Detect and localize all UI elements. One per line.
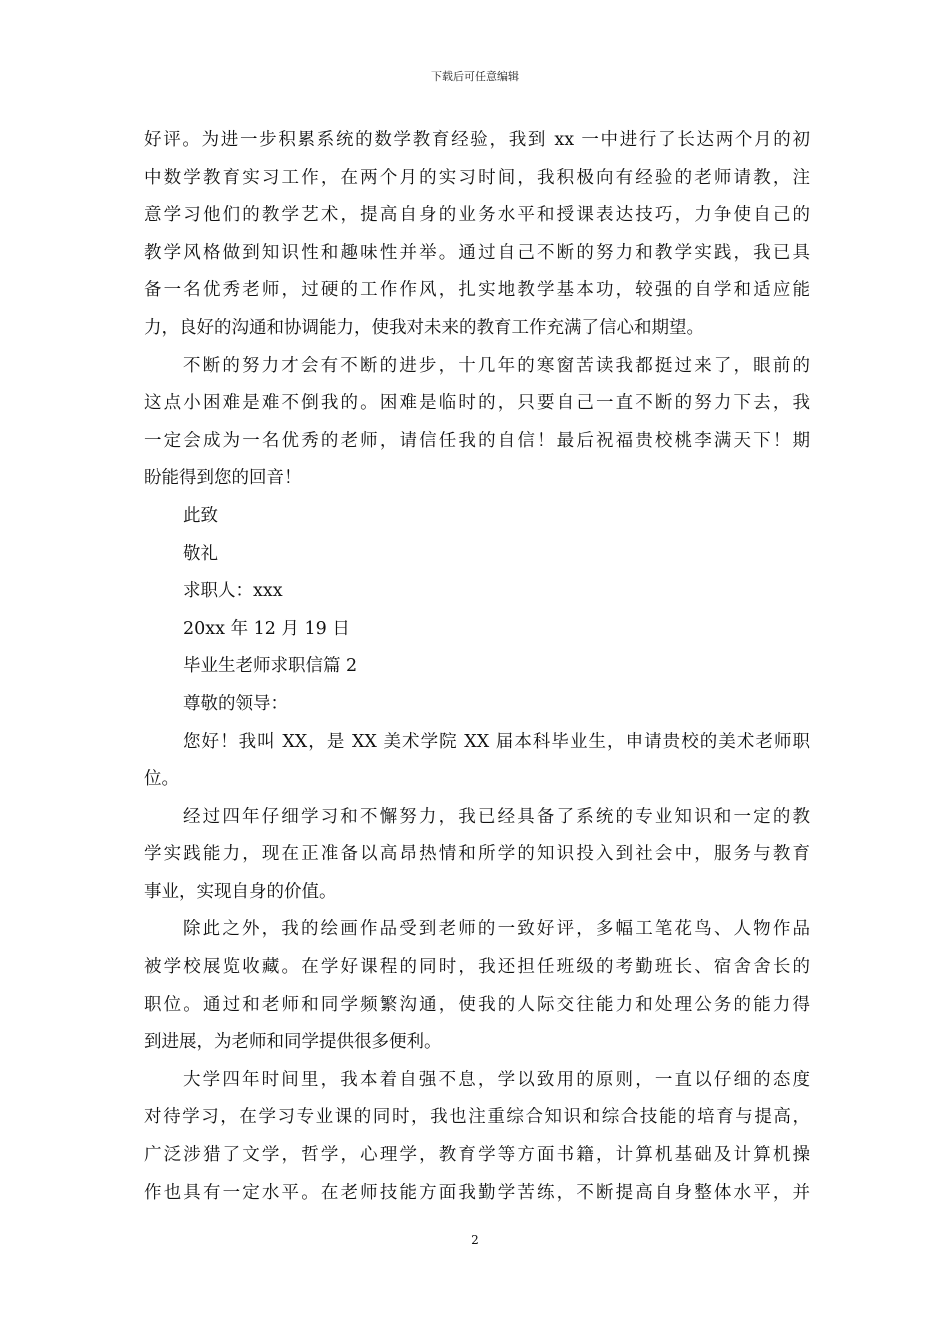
text-line: 除此之外，我的绘画作品受到老师的一致好评，多幅工笔花鸟、人物作品 bbox=[183, 919, 810, 940]
text-line: 学实践能力，现在正准备以高昂热情和所学的知识投入到社会中，服务与教育 bbox=[144, 844, 810, 865]
text-line: 被学校展览收藏。在学好课程的同时，我还担任班级的考勤班长、宿舍舍长的 bbox=[144, 957, 810, 978]
text-line: 毕业生老师求职信篇 2 bbox=[183, 656, 358, 677]
text-line: 求职人：xxx bbox=[183, 581, 283, 602]
text-line: 此致 bbox=[183, 505, 218, 526]
text-line: 好评。为进一步积累系统的数学教育经验，我到 xx 一中进行了长达两个月的初 bbox=[144, 130, 810, 150]
text-line: 这点小困难是难不倒我的。困难是临时的，只要自己一直不断的努力下去，我 bbox=[144, 393, 810, 414]
page-header: 下载后可任意编辑 bbox=[431, 70, 519, 83]
text-line: 广泛涉猎了文学，哲学，心理学，教育学等方面书籍，计算机基础及计算机操 bbox=[144, 1145, 810, 1166]
text-line: 事业，实现自身的价值。 bbox=[144, 881, 337, 902]
text-line: 不断的努力才会有不断的进步，十几年的寒窗苦读我都挺过来了，眼前的 bbox=[183, 355, 810, 376]
text-line: 敬礼 bbox=[183, 543, 218, 564]
text-line: 力，良好的沟通和协调能力，使我对未来的教育工作充满了信心和期望。 bbox=[144, 317, 704, 338]
text-line: 作也具有一定水平。在老师技能方面我勤学苦练，不断提高自身整体水平，并 bbox=[144, 1182, 810, 1203]
text-line: 对待学习，在学习专业课的同时，我也注重综合知识和综合技能的培育与提高， bbox=[144, 1107, 810, 1128]
text-line: 20xx 年 12 月 19 日 bbox=[183, 618, 350, 639]
text-line: 您好！我叫 XX，是 XX 美术学院 XX 届本科毕业生，申请贵校的美术老师职 bbox=[183, 731, 810, 752]
text-line: 教学风格做到知识性和趣味性并举。通过自己不断的努力和教学实践，我已具 bbox=[144, 242, 810, 263]
text-line: 位。 bbox=[144, 769, 179, 790]
text-line: 一定会成为一名优秀的老师，请信任我的自信！最后祝福贵校桃李满天下！期 bbox=[144, 430, 810, 451]
text-line: 意学习他们的教学艺术，提高自身的业务水平和授课表达技巧，力争使自己的 bbox=[144, 205, 810, 226]
text-line: 经过四年仔细学习和不懈努力，我已经具备了系统的专业知识和一定的教 bbox=[183, 806, 810, 827]
text-line: 尊敬的领导： bbox=[183, 693, 288, 714]
text-line: 备一名优秀老师，过硬的工作作风，扎实地教学基本功，较强的自学和适应能 bbox=[144, 280, 810, 301]
document-body bbox=[144, 122, 810, 1212]
text-line: 盼能得到您的回音！ bbox=[144, 468, 302, 489]
text-line: 中数学教育实习工作，在两个月的实习时间，我积极向有经验的老师请教，注 bbox=[144, 167, 810, 188]
text-line: 到进展，为老师和同学提供很多便利。 bbox=[144, 1032, 442, 1053]
text-line: 职位。通过和老师和同学频繁沟通，使我的人际交往能力和处理公务的能力得 bbox=[144, 994, 810, 1015]
text-line: 大学四年时间里，我本着自强不息，学以致用的原则，一直以仔细的态度 bbox=[183, 1069, 810, 1090]
page-number: 2 bbox=[471, 1233, 479, 1247]
